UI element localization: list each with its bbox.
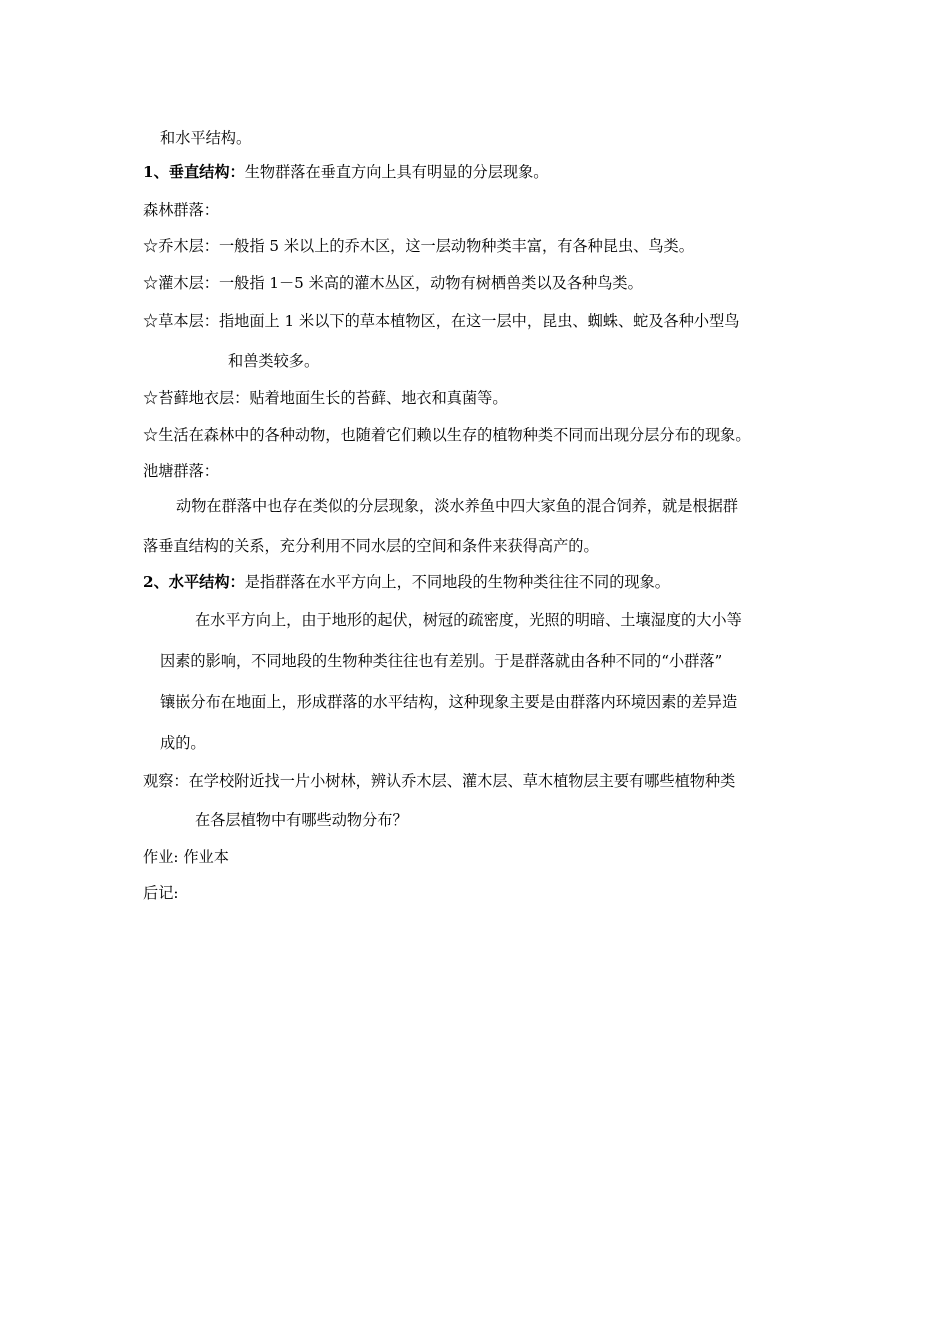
- tree-layer-line: ☆乔木层：一般指 5 米以上的乔木区，这一层动物种类丰富，有各种昆虫、鸟类。: [143, 237, 694, 255]
- text-line-intro: 和水平结构。: [160, 129, 252, 147]
- horizontal-text-line-1: 在水平方向上，由于地形的起伏，树冠的疏密度，光照的明暗、土壤湿度的大小等: [195, 611, 742, 629]
- pond-text-line-2: 落垂直结构的关系，充分利用不同水层的空间和条件来获得高产的。: [143, 537, 599, 555]
- herb-layer-line-2: 和兽类较多。: [228, 352, 320, 370]
- section-1-label: 1、垂直结构：: [143, 163, 245, 181]
- observation-line-2: 在各层植物中有哪些动物分布？: [195, 811, 408, 829]
- horizontal-text-line-3: 镶嵌分布在地面上，形成群落的水平结构，这种现象主要是由群落内环境因素的差异造: [160, 693, 738, 711]
- section-2-text: 是指群落在水平方向上，不同地段的生物种类往往不同的现象。: [244, 573, 670, 591]
- observation-line-1: 观察：在学校附近找一片小树林，辨认乔木层、灌木层、草木植物层主要有哪些植物种类: [143, 772, 736, 790]
- section-2-label: 2、水平结构：: [143, 573, 245, 591]
- horizontal-text-line-2: 因素的影响，不同地段的生物种类往往也有差别。于是群落就由各种不同的“小群落”: [160, 652, 723, 670]
- forest-community-title: 森林群落：: [143, 201, 219, 219]
- moss-layer-line: ☆苔藓地衣层：贴着地面生长的苔藓、地衣和真菌等。: [143, 389, 508, 407]
- shrub-layer-line: ☆灌木层：一般指 1－5 米高的灌木丛区，动物有树栖兽类以及各种鸟类。: [143, 274, 643, 292]
- section-horizontal-structure: [143, 572, 670, 592]
- horizontal-text-line-4: 成的。: [160, 734, 206, 752]
- herb-layer-line-1: ☆草本层：指地面上 1 米以下的草本植物区，在这一层中，昆虫、蜘蛛、蛇及各种小型鸟: [143, 312, 740, 330]
- homework-line: 作业: 作业本: [143, 848, 229, 866]
- afterword-line: 后记:: [143, 884, 179, 902]
- pond-text-line-1: 动物在群落中也存在类似的分层现象，淡水养鱼中四大家鱼的混合饲养，就是根据群: [176, 497, 738, 515]
- animals-layer-line: ☆生活在森林中的各种动物，也随着它们赖以生存的植物种类不同而出现分层分布的现象。: [143, 426, 751, 444]
- pond-community-title: 池塘群落：: [143, 462, 219, 480]
- section-1-text: 生物群落在垂直方向上具有明显的分层现象。: [244, 163, 549, 181]
- section-vertical-structure: [143, 162, 548, 182]
